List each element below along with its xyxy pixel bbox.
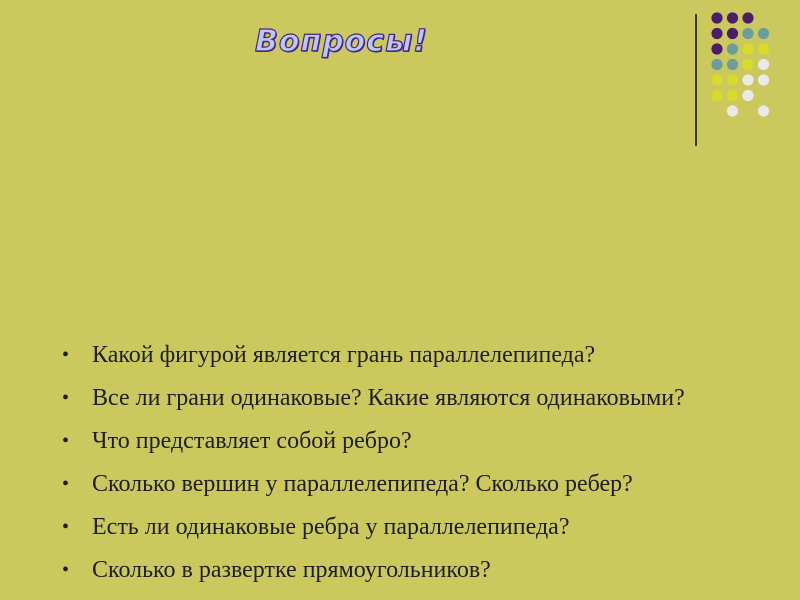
- decor-dot: [711, 59, 722, 70]
- slide-title: Вопросы!: [255, 24, 428, 59]
- question-text: Все ли грани одинаковые? Какие являются одинаковыми?: [92, 385, 685, 411]
- bullet-icon: •: [62, 344, 70, 366]
- decor-dot: [711, 43, 722, 54]
- decor-dot: [742, 43, 753, 54]
- bullet-icon: •: [62, 387, 70, 409]
- question-item: [62, 553, 792, 587]
- bullet-icon: •: [62, 430, 70, 452]
- decor-dot: [711, 28, 722, 39]
- bullet-icon: •: [62, 559, 70, 581]
- question-list: [62, 338, 792, 596]
- decor-dot: [727, 105, 738, 116]
- question-item: [62, 381, 792, 415]
- decor-dot: [758, 28, 769, 39]
- decor-dot: [758, 59, 769, 70]
- question-item: [62, 510, 792, 544]
- decor-dot: [742, 59, 753, 70]
- bullet-icon: •: [62, 473, 70, 495]
- question-text: Сколько вершин у параллелепипеда? Сколько ребер?: [92, 471, 633, 497]
- decor-dot: [727, 90, 738, 101]
- question-item: [62, 338, 792, 372]
- decor-dot: [727, 28, 738, 39]
- decor-dot: [742, 90, 753, 101]
- decor-dot: [758, 105, 769, 116]
- question-text: Какой фигурой является грань параллелепипеда?: [92, 342, 596, 368]
- decor-dot: [727, 59, 738, 70]
- decor-dot: [711, 90, 722, 101]
- decor-dot: [742, 74, 753, 85]
- decor-dot: [727, 43, 738, 54]
- decor-dot: [742, 28, 753, 39]
- decor-dot: [742, 12, 753, 23]
- decor-dot-grid: [708, 10, 798, 130]
- question-text: Есть ли одинаковые ребра у параллелепипеда?: [92, 514, 570, 540]
- bullet-icon: •: [62, 516, 70, 538]
- decor-dot: [727, 74, 738, 85]
- decor-dot: [758, 43, 769, 54]
- decor-dot: [711, 12, 722, 23]
- decor-dot: [727, 12, 738, 23]
- question-item: [62, 424, 792, 458]
- decor-divider-line: [695, 14, 697, 146]
- decor-dot: [711, 74, 722, 85]
- question-text: Сколько в развертке прямоугольников?: [92, 557, 491, 583]
- question-text: Что представляет собой ребро?: [92, 428, 412, 454]
- question-item: [62, 467, 792, 501]
- decor-dot: [758, 74, 769, 85]
